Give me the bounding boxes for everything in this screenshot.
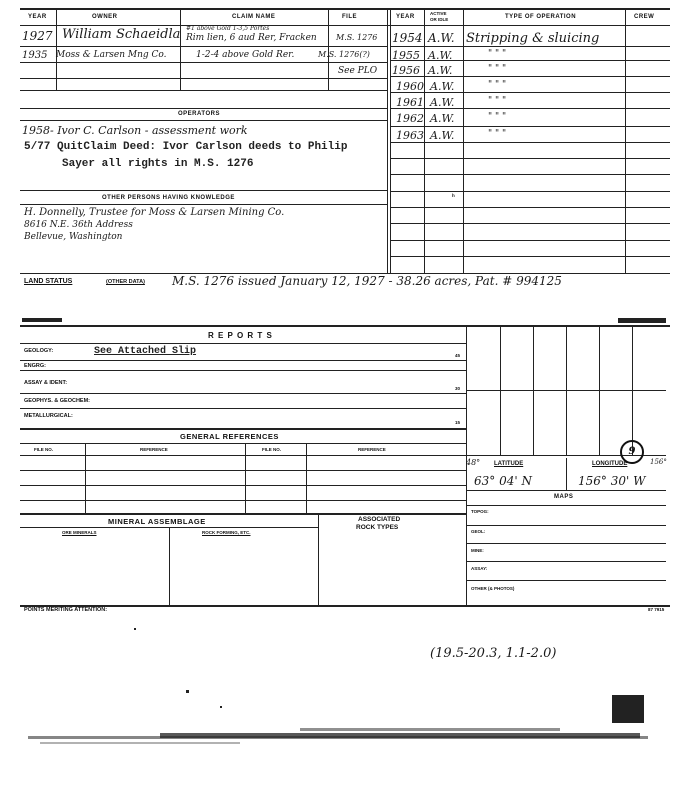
ops-type-3: " " " bbox=[488, 64, 507, 74]
row-line bbox=[20, 46, 388, 47]
land-status-label: LAND STATUS bbox=[24, 278, 73, 285]
grid-line bbox=[466, 390, 666, 391]
header-owner: OWNER bbox=[92, 14, 118, 20]
header-year: YEAR bbox=[28, 14, 47, 20]
maps-mine: MINE: bbox=[471, 548, 484, 553]
col-divider bbox=[387, 8, 388, 273]
owner-name-2: Moss & Larsen Mng Co. bbox=[56, 50, 167, 60]
latitude-value: 63° 04' N bbox=[474, 474, 532, 488]
other-person-line-1: H. Donnelly, Trustee for Moss & Larsen Mining Co. bbox=[24, 207, 285, 218]
ops-status-4: A.W. bbox=[430, 80, 455, 93]
associated-label: ASSOCIATED bbox=[358, 516, 401, 523]
col-divider bbox=[463, 8, 464, 273]
owner-year-1: 1927 bbox=[22, 29, 53, 43]
row-line bbox=[390, 126, 670, 127]
grid-line bbox=[466, 580, 666, 581]
operators-title: OPERATORS bbox=[178, 111, 220, 117]
operator-entry: 1958- Ivor C. Carlson - assessment work bbox=[22, 124, 248, 137]
ops-status-1: A.W. bbox=[428, 31, 455, 45]
reports-top-border bbox=[20, 325, 670, 327]
longitude-value: 156° 30' W bbox=[578, 474, 646, 488]
maps-other: OTHER (& PHOTOS) bbox=[471, 586, 515, 591]
ops-year-4: 1960 bbox=[396, 80, 424, 93]
row-line bbox=[20, 62, 388, 63]
file-1: M.S. 1276 bbox=[336, 33, 378, 42]
engrg-label: ENGRG: bbox=[24, 363, 46, 369]
other-person-line-2: 8616 N.E. 36th Address bbox=[24, 220, 133, 230]
ops-status-7: A.W. bbox=[430, 129, 455, 142]
scan-noise bbox=[220, 706, 222, 708]
rock-forming-label: ROCK FORMING, ETC. bbox=[202, 530, 251, 535]
row-line bbox=[390, 223, 670, 224]
row-line bbox=[20, 500, 466, 501]
grid-line bbox=[466, 505, 666, 506]
row-line bbox=[390, 46, 670, 47]
ops-status-5: A.W. bbox=[430, 96, 455, 109]
col-divider bbox=[625, 8, 626, 273]
row-line bbox=[20, 78, 388, 79]
gr-file-no-2: FILE NO. bbox=[262, 447, 281, 452]
scan-noise bbox=[134, 628, 136, 630]
row-line bbox=[20, 605, 670, 607]
row-line bbox=[20, 408, 466, 409]
col-divider bbox=[390, 8, 391, 273]
maps-assay: ASSAY: bbox=[471, 566, 488, 571]
ops-status-6: A.W. bbox=[430, 112, 455, 125]
ops-year-7: 1963 bbox=[396, 129, 424, 142]
reports-title: R E P O R T S bbox=[208, 331, 273, 340]
metallurgical-label: METALLURGICAL: bbox=[24, 413, 73, 419]
ops-year-6: 1962 bbox=[396, 112, 424, 125]
scan-noise bbox=[186, 690, 189, 693]
ops-type-1: Stripping & sluicing bbox=[466, 31, 600, 46]
row-line bbox=[20, 108, 388, 109]
gr-reference: REFERENCE bbox=[140, 447, 168, 452]
num-45: 45 bbox=[455, 353, 461, 358]
operator-typed-line-2: Sayer all rights in M.S. 1276 bbox=[62, 158, 254, 170]
row-line bbox=[20, 455, 466, 456]
grid-line bbox=[466, 490, 666, 491]
ops-type-5: " " " bbox=[488, 96, 507, 106]
header-type-of-operation: TYPE OF OPERATION bbox=[505, 14, 577, 20]
row-line bbox=[20, 370, 466, 371]
claim-note-1: #1 above Gold 1-3,5 Portes bbox=[186, 25, 270, 32]
row-line bbox=[390, 158, 670, 159]
row-line bbox=[390, 191, 670, 192]
grid-line bbox=[566, 458, 567, 490]
row-line bbox=[20, 470, 466, 471]
row-line bbox=[20, 343, 466, 344]
scan-noise bbox=[300, 728, 560, 731]
other-person-line-3: Bellevue, Washington bbox=[24, 232, 123, 242]
row-line bbox=[390, 207, 670, 208]
other-persons-title: OTHER PERSONS HAVING KNOWLEDGE bbox=[102, 195, 235, 201]
lat-degree: 48° bbox=[466, 458, 481, 467]
geology-label: GEOLOGY: bbox=[24, 348, 54, 354]
header-bottom-border bbox=[20, 25, 670, 26]
mineral-assemblage-title: MINERAL ASSEMBLAGE bbox=[108, 517, 206, 526]
land-status-sub: (OTHER DATA) bbox=[106, 279, 145, 285]
row-line bbox=[20, 393, 466, 394]
circled-number: 9 bbox=[620, 440, 644, 464]
ops-year-1: 1954 bbox=[392, 31, 423, 45]
row-line bbox=[20, 513, 466, 515]
gr-reference-2: REFERENCE bbox=[358, 447, 386, 452]
ops-year-2: 1955 bbox=[392, 49, 420, 62]
grid-line bbox=[466, 561, 666, 562]
ops-status-3: A.W. bbox=[428, 64, 453, 77]
claim-name-1: Rim lien, 6 aud Rer, Fracken bbox=[186, 33, 317, 43]
maps-geol: GEOL: bbox=[471, 529, 486, 534]
gr-file-no: FILE NO. bbox=[34, 447, 53, 452]
owner-year-2: 1935 bbox=[22, 50, 48, 61]
row-line bbox=[390, 240, 670, 241]
land-status-text: M.S. 1276 issued January 12, 1927 - 38.26 acres, Pat. # 994125 bbox=[172, 274, 562, 288]
ops-type-6: " " " bbox=[488, 112, 507, 122]
col-divider bbox=[424, 8, 425, 273]
row-line bbox=[20, 360, 466, 361]
ops-type-7: " " " bbox=[488, 129, 507, 139]
header-crew: CREW bbox=[634, 14, 655, 20]
owner-name-1: William Schaeidla bbox=[62, 27, 181, 42]
header-year-ops: YEAR bbox=[396, 14, 415, 20]
ops-year-3: 1956 bbox=[392, 64, 420, 77]
latitude-label: LATITUDE bbox=[494, 461, 524, 467]
form-number: 87 7915 bbox=[648, 607, 665, 612]
maps-title: MAPS bbox=[554, 494, 574, 500]
handwritten-note: (19.5-20.3, 1.1-2.0) bbox=[430, 646, 557, 661]
file-2: M.S. 1276(?) bbox=[318, 50, 370, 59]
points-meriting-attention: POINTS MERITING ATTENTION: bbox=[24, 607, 108, 613]
header-active: ACTIVE bbox=[430, 11, 447, 16]
rock-types-label: ROCK TYPES bbox=[356, 524, 399, 531]
header-claim-name: CLAIM NAME bbox=[232, 14, 276, 20]
row-line bbox=[20, 443, 466, 444]
num-15: 15 bbox=[455, 420, 461, 425]
row-line bbox=[20, 204, 388, 205]
row-line bbox=[20, 485, 466, 486]
grid-line bbox=[466, 525, 666, 526]
scan-noise bbox=[160, 733, 640, 738]
scan-noise bbox=[618, 318, 666, 323]
row-line bbox=[20, 120, 388, 121]
row-line bbox=[390, 142, 670, 143]
row-line bbox=[390, 256, 670, 257]
header-file: FILE bbox=[342, 14, 357, 20]
file-3: See PLO bbox=[338, 66, 378, 76]
ore-minerals-label: ORE MINERALS bbox=[62, 530, 97, 535]
row-line bbox=[390, 174, 670, 175]
operator-typed-line-1: 5/77 QuitClaim Deed: Ivor Carlson deeds to Philip bbox=[24, 141, 348, 153]
ops-status-2: A.W. bbox=[428, 49, 453, 62]
longitude-label: LONGITUDE bbox=[592, 461, 628, 467]
geology-value: See Attached Slip bbox=[94, 346, 197, 357]
scan-noise bbox=[612, 695, 644, 723]
ops-type-2: " " " bbox=[488, 49, 507, 59]
top-border bbox=[20, 8, 670, 10]
row-line bbox=[20, 428, 466, 430]
col-divider bbox=[306, 443, 307, 513]
general-references-title: GENERAL REFERENCES bbox=[180, 432, 279, 441]
lon-degree: 156° bbox=[650, 458, 667, 466]
scan-noise bbox=[22, 318, 62, 322]
col-divider bbox=[85, 443, 86, 513]
header-or-idle: OR IDLE bbox=[430, 17, 449, 22]
geophys-label: GEOPHYS. & GEOCHEM: bbox=[24, 398, 91, 404]
num-30: 30 bbox=[455, 386, 461, 391]
row-line bbox=[20, 190, 388, 191]
maps-topog: TOPOG: bbox=[471, 509, 489, 514]
scan-noise bbox=[40, 742, 240, 744]
grid-line bbox=[466, 543, 666, 544]
small-mark: h bbox=[452, 193, 455, 198]
ops-type-4: " " " bbox=[488, 80, 507, 90]
row-line bbox=[20, 90, 388, 91]
ops-year-5: 1961 bbox=[396, 96, 424, 109]
claim-name-2: 1-2-4 above Gold Rer. bbox=[196, 50, 295, 60]
col-divider bbox=[169, 527, 170, 605]
col-divider bbox=[318, 513, 319, 605]
col-divider bbox=[245, 443, 246, 513]
assay-label: ASSAY & IDENT: bbox=[24, 380, 68, 386]
